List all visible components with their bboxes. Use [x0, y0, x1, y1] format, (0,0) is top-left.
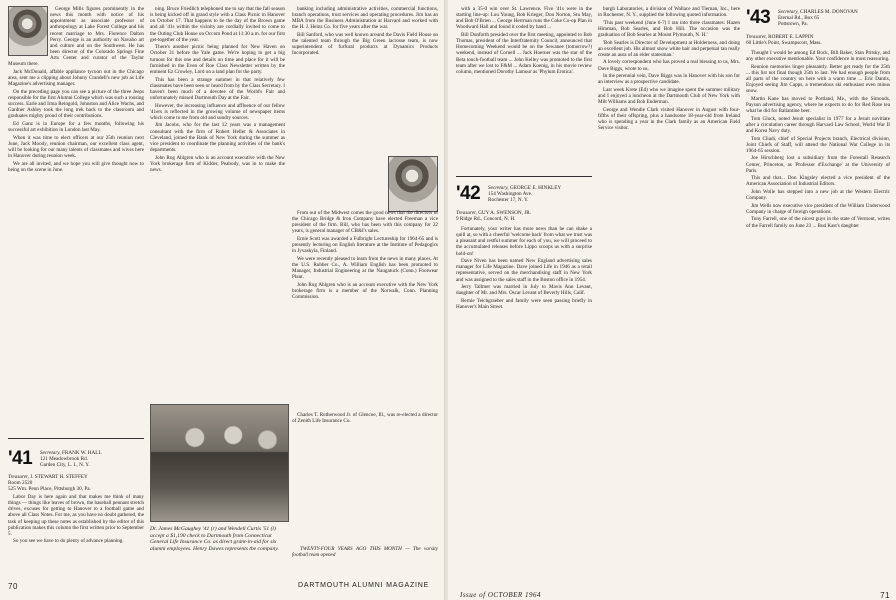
magazine-title: DARTMOUTH ALUMNI MAGAZINE — [298, 582, 430, 589]
class-divider-rule — [8, 438, 144, 439]
class-41-treasurer — [8, 474, 144, 493]
left-column-1 — [8, 6, 144, 384]
footer-note: TWENTY-FOUR YEARS AGO THIS MONTH — The varsity football team opened — [292, 546, 438, 559]
right-column-1 — [456, 6, 592, 174]
right-column-2 — [598, 6, 740, 574]
class-year-41: '41 — [8, 448, 33, 469]
secretary-address: 154 Washington Ave. — [488, 191, 533, 198]
paragraph: Ernie Scott was awarded a Fulbright Lectureship for 1964-65 and is presently lecturing on English literature at the Institute of Pedagogics in Jyvaskyla, Finland. — [292, 236, 438, 255]
paragraph: George and Wendie Clark visited Hanover in August with four-fifths of their offspring, plus a handsome 18-year-old from Ireland who is spending a year in the Clark family as an American Field Service visitor. — [598, 106, 740, 132]
paragraph: Martin Kane has moved to Portland, Me., with the Simonds, Payson advertising agency, where he expects to do for Red Rose tea what he did for Ballantine beer. — [746, 95, 890, 115]
paragraph: Jim Wells now executive vice president of the William Underwood Company in charge of foreign operations. — [746, 202, 890, 215]
secretary-name: GEORGE E. HINKLEY — [510, 185, 562, 191]
class-year-42: '42 — [456, 183, 481, 204]
secretary-label: Secretary, — [40, 450, 61, 456]
class-43-officers — [778, 9, 890, 28]
paragraph: John Wolle has stepped into a new job at the Western Electric Company. — [746, 189, 890, 202]
secretary-name: CHARLES M. DONOVAN — [800, 9, 858, 15]
class-42-treasurer — [456, 210, 592, 222]
paragraph: There's another picnic being planned for New Haven on October 31 before the Yale game. We're hoping to get a big turnout for this one and details on time and place for it will be furnished in the Even of Roe Class Newsletter written by the eminent Ez Crowley, Lord on a land plan for the party. — [150, 44, 285, 75]
paragraph: Jim Jacobs, who for the last 12 years was a management consultant with the firm of Robert Heller & Associates in Cleveland, joined the Bank of New York during the summer as vice president to coordinate the planning activities of the bank's departments. — [150, 122, 285, 153]
secretary-address: Garden City, L. I., N. Y. — [40, 462, 90, 469]
treasurer-label: Treasurer, — [746, 34, 767, 40]
paragraph: John Rog Ahlgren who is an account executive with the New York brokerage firm of Kidder, Peabody, was in to make the news. — [150, 154, 285, 173]
paragraph: Bill Sanford, who was well known around the Davis Field House on the talented team through the Big Green lacrosse team, is now superintendent of furfural products at Dynamics Products Incorporated. — [292, 32, 438, 57]
paragraph: In the perennial vein, Dave Biggs was in Hanover with his son for an interview as a prospective candidate. — [598, 73, 740, 86]
left-column-3-mid — [292, 210, 438, 410]
page-number: 70 — [8, 582, 18, 591]
group-photo-check-presentation — [150, 404, 289, 522]
right-column-1-lower — [456, 226, 592, 574]
paragraph: 'Bob Searles is Director of Development at Holderness, and doing an excellent job. His almost snow white hair and perpetual tan really create an aura of an elder statesman.' — [598, 39, 740, 58]
class-divider-rule — [456, 176, 592, 177]
treasurer-name: J. STEWART H. STEFFEY — [30, 474, 88, 480]
paragraph: Dave Niven has been named New England advertising sales manager for Life Magazine. Dave joined Life in 1946 as a retail representative, served on the merchandising staff in New York and was assigned to the sales staff in the Boston office in 1954. — [456, 258, 592, 283]
paragraph: Bill Dunforth presided over the first meeting, appointed to Bob Thomas, president of the Interfraternity Council, announced that Homecoming Weekend would be on the Sewanee (tomorrow?) weekend, instead of Cornell ... Jack Hoerner was the star of the Beta touch-football team ... John Kelley was promoted to the first team after we lost to F&M ... Adam Koenig, in his movie review column, mentioned Dorothy Lamour as 'Phylum Erotica'. — [456, 32, 592, 75]
class-41-officers — [40, 450, 144, 469]
left-column-1-lower — [8, 494, 144, 574]
page-number: 71 — [880, 591, 890, 600]
paragraph: Tony Farrell, one of the nicest guys in the state of Vermont, writes of the Farrell family on June 23 ... Bud Kast's daughter — [746, 216, 890, 229]
secretary-label: Secretary, — [488, 185, 509, 191]
paragraph: 'This past weekend (June 6-7) I ran into three classmates: Hazen Himman, Bob Searles, and Bob Hill. The occasion was the graduation of Bob Searles at Mount Plymouth, N. H.' — [598, 19, 740, 39]
paragraph: When it was time to elect officers at our 25th reunion next June, Jack Moody, reunion chairman, our excellent class agent, will be looking for our many talents of classmates and wives here in Hanover during reunion week. — [8, 134, 144, 160]
paragraph: Thought I would be among Ed Bock, Bill Baker, Stan Pritsky, and any other executive mentionable. Your confidence in most reassuring. — [746, 50, 890, 63]
portrait-photo — [388, 156, 438, 212]
paragraph: So you see we have to do plenty of advance planning. — [13, 538, 124, 545]
left-column-2 — [150, 6, 285, 398]
paragraph: This has been a strange summer in that relatively few classmates have been seen or heard from by the Class Secretary. I haven't been much of a devotee of the World's Fair and unfortunately missed Dartmouth Day at the Fair. — [150, 76, 285, 101]
paragraph: Tom Cliadi, chief of Special Projects branch, Electrical division, Joint Chiefs of Staff, will attend the National War College in its 1964-65 session. — [746, 135, 890, 154]
secretary-address: Eternal Rd., Box 65 — [778, 15, 820, 22]
treasurer-address: Room 2520 — [8, 480, 33, 487]
secretary-address: Rochester 17, N. Y. — [488, 197, 529, 204]
treasurer-name: ROBERT E. LAPPIN — [768, 34, 814, 40]
paragraph: with a 35-0 win over St. Lawrence. Five '41s were in the starting line-up: Lou Young, Bob Krieger, Don Norton, Stu May, and Bob O'Brien ... George Herrman runs the Coke Co-op Plan in Woodward Hall and found it coded by hand ... — [456, 6, 592, 31]
paragraph: Joe Hirschberg lost a subsidiary from the Forestall Research Center, Princeton, as 'Professor d'Exchange' at the University of Paris. — [746, 155, 890, 174]
secretary-address: Pottstown, Pa. — [778, 21, 808, 28]
paragraph: Fortunately, your writer has more news than he can shake a quill at, so with a cheerful 'welcome back' from what we trust was a pleasant and restful summer for each of you, we will proceed to the accumulated releases before Lippo scoops us with a surprise hold-on! — [456, 226, 592, 257]
secretary-address: 121 Meadowbrook Rd. — [40, 456, 88, 463]
paragraph: Labor Day is here again and that makes me think of many things — things like leaves of brown, the baseball pennant stretch drives, excuses for getting to Hanover to a football game and above all Class Notes. For me, as you have no doubt gathered, the task of keeping up these notes as established by the editor of this publication makes this column the first written prior to September 5. — [8, 494, 144, 537]
paragraph: Reunion memories linger pleasantly. Better get ready for the 25th ... this list not final though 25th to last. We had enough people from all parts of the country on here with a warm time ... Eric Dantis, Enjoyed seeing Jim Capps, a tremendous ski enthusiast even minus snow. — [746, 63, 890, 95]
paragraph: Jerry Tallmer was married in July to Mavis Ann Levant, daughter of Mr. and Mrs. Oscar Levant of Beverly Hills, Calif. — [456, 284, 592, 297]
treasurer-address: 525 Wm. Penn Place, Pittsburgh 30, Pa. — [8, 486, 91, 493]
paragraph: banking including administrative activities, commercial functions, branch operations, trust services and operating procedures. Jim has an MBA from the Business Administration at Harvard and worked with the H. J. Heinz Co. for five years after the war. — [292, 6, 438, 31]
paragraph: From out of the Midwest comes the good news that the directors of the Chicago Bridge & Iron Company have elected Freeman a vice president of the firm. Bill, who has been with this company for 22 years, is general manager of CB&I's sales. — [292, 210, 438, 235]
secretary-name: FRANK W. HALL — [62, 450, 102, 456]
paragraph: burgh Laboratories, a division of Wallace and Tiernan, Inc., here in Rochester, N. Y., supplied the following quoted information. — [598, 6, 740, 19]
paragraph: ning. Bruce Friedlich telephoned me to say that the fall season is being kicked off in grand style with a Class Picnic in Hanover on October 17. That happens to be the day of the Brown game and all '41s within the vicinity are cordially invited to come to the Outing Club House on Occom Pond at 11:30 a.m. for our first get-together of the year. — [150, 6, 285, 43]
paragraph: John Rog Ahlgren who is an account executive with the New York brokerage firm is a member of the Norwalk, Conn. Planning Commission. — [292, 281, 438, 301]
paragraph: We are all invited, and we hope you will give thought now to being on the scene in June. — [8, 160, 144, 173]
paragraph: Last week Krete (Ed) who we imagine spent the summer military and I enjoyed a luncheon at the Dartmouth Club of New York with Milt Williams and Bob Enderman. — [598, 86, 740, 106]
treasurer-name: GUY A. SWENSON, JR. — [478, 210, 531, 216]
paragraph: On the preceding page you can see a picture of the three Jeeps responsible for the first Alumni College which was such a rousing success. Earle and Irma Reingold, Johnston and Alice Wachs, and Gardner Ashley took the long trek back to the classroom and graduates mighty proud of their contributions. — [8, 88, 144, 120]
treasurer-label: Treasurer, — [456, 210, 477, 216]
paragraph: A lovely correspondent who has proved a real blessing to us, Mrs. Dave Biggs, wrote to us. — [598, 59, 740, 72]
right-column-3 — [746, 50, 890, 574]
class-year-43: '43 — [746, 7, 771, 28]
right-page — [448, 0, 896, 600]
paragraph: Bernie Teichgraeber and family were seen passing briefly in Hanover's Main Street. — [456, 297, 592, 311]
left-column-3-lower — [292, 412, 438, 544]
treasurer-address: 60 Little's Point, Swampscott, Mass. — [746, 40, 822, 47]
left-page — [0, 0, 446, 600]
paragraph: Charles T. Rotherwood Jr. of Glencoe, Ill., was re-elected a director of Zenith Life Insurance Co. — [292, 412, 438, 425]
treasurer-address: 9 Ridge Rd., Concord, N. H. — [456, 216, 516, 223]
issue-date: Issue of OCTOBER 1964 — [460, 591, 541, 599]
paragraph: Jack McDonald, affable appliance tycoon out in the Chicago area, sent me a clipping about Johnny Crandell's new job as Life Magazine's advertising manager. — [8, 68, 144, 88]
treasurer-label: Treasurer, — [8, 474, 29, 480]
paragraph: This and that... Don Kingsley elected a vice president of the American Association of Industrial Editors. — [746, 175, 890, 188]
paragraph: However, the increasing influence and affluence of our fellow '41ers is reflected in the growing volume of newspaper items which come to me from old and sundry sources. — [150, 102, 285, 121]
paragraph: Ed Ganz is in Europe for a few months, following his successful art exhibition in London last May. — [8, 120, 144, 134]
paragraph: Tom Gluck, noted Jesuit specialist in 1977 for a Jesuit novitiate after a circulation career through Harvard Law School, World War II and Korea Navy duty. — [746, 115, 890, 135]
class-43-treasurer — [746, 34, 890, 46]
class-42-officers — [488, 185, 592, 204]
photo-caption: Dr. James McGaughey '41 (r) and Wendell Curtis '51 (l) accept a $1,190 check to Dartmouth from Connecticut General Life Insurance Co. as direct grant-in-aid for six alumni employees. Henry Dawes represents the company. — [150, 526, 279, 552]
secretary-label: Secretary, — [778, 9, 799, 15]
paragraph: George Mills figures prominently in the news this month with notice of his appointment as associate professor of anthropology at Lake Forest College and his recent marriage to Mrs. Florence Dalton Perry. George is an authority on Navaho art and culture and on the Southwest. He has been director of the Colorado Springs Fine Arts Center and curator of the Taylor Museum there. — [8, 6, 144, 68]
paragraph: We were recently pleased to learn from the news in many places. At the U.S. Rubber Co., A. William English has been promoted to Manager, Industrial Engineering at the Naugatuck (Conn.) Footwear Plant. — [292, 255, 438, 281]
left-folio — [8, 582, 438, 591]
